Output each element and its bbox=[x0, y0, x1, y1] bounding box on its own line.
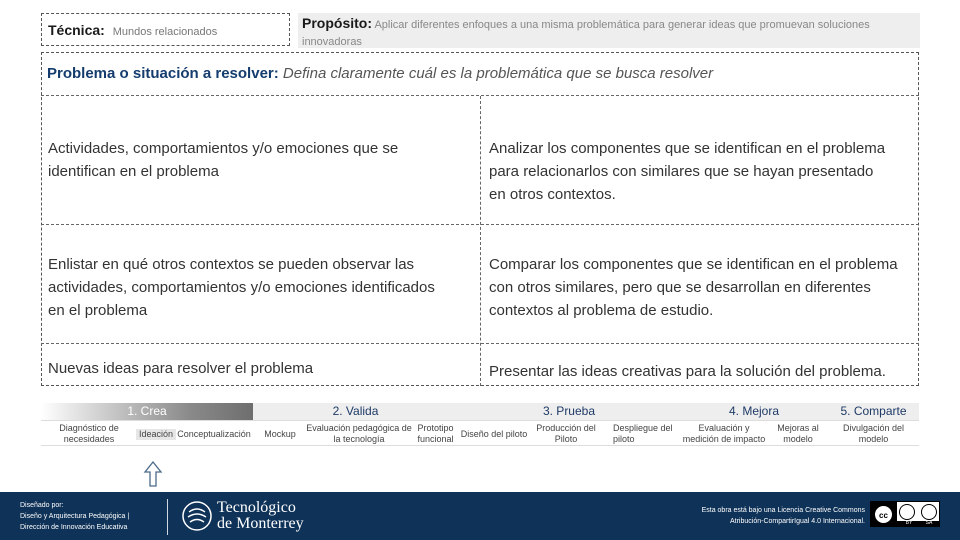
tec-wordmark bbox=[217, 500, 304, 532]
row2-right-cell: Comparar los componentes que se identifican en el problema con otros similares, pero que se desarrollan en diferentes contextos al problema de estudio. bbox=[489, 256, 898, 319]
substep-evaluacion-impacto: Evaluación y medición de impacto bbox=[682, 423, 766, 444]
step-valida: 2. Valida bbox=[253, 403, 458, 420]
design-credit-line: Dirección de Innovación Educativa bbox=[20, 524, 128, 531]
tecnica-label: Técnica: bbox=[48, 22, 105, 38]
substep-evaluacion-pedagogica: Evaluación pedagógica de la tecnología bbox=[306, 423, 412, 444]
substep-diseno-piloto: Diseño del piloto bbox=[460, 429, 528, 439]
step-mejora: 4. Mejora bbox=[680, 403, 828, 420]
design-credit-line: Diseñado por: bbox=[20, 502, 64, 509]
substep-despliegue: Despliegue del piloto bbox=[613, 423, 673, 444]
row2-left-cell[interactable]: Enlistar en qué otros contextos se pueden observar las actividades, comportamientos y/o emociones identificados en el problema bbox=[48, 256, 435, 319]
proposito-value[interactable]: Aplicar diferentes enfoques a una misma problemática para generar ideas que promuevan soluciones innovadoras bbox=[302, 19, 870, 48]
step-prueba: 3. Prueba bbox=[458, 403, 680, 420]
creative-commons-icon[interactable] bbox=[870, 501, 940, 527]
problema-value[interactable]: Defina claramente cuál es la problemática que se busca resolver bbox=[282, 65, 714, 82]
by-label: BY bbox=[905, 520, 913, 526]
tec-wordmark-line: de Monterrey bbox=[217, 515, 304, 532]
substep-mejoras: Mejoras al modelo bbox=[777, 423, 819, 444]
license-line: Esta obra está bajo una Licencia Creative Commons bbox=[701, 507, 865, 514]
row1-right-cell: Analizar los componentes que se identifican en el problema para relacionarlos con similares que se hayan presentado en otros contextos. bbox=[489, 140, 886, 203]
substep-divulgacion: Divulgación del modelo bbox=[842, 423, 905, 444]
proposito-label: Propósito: bbox=[302, 15, 372, 31]
design-credit bbox=[20, 500, 129, 533]
sa-share-icon bbox=[921, 504, 937, 520]
cursor-up-arrow-icon bbox=[143, 460, 163, 488]
substep-ideacion: Ideación bbox=[136, 429, 176, 440]
license-line: Atribución-CompartirIgual 4.0 Internacional. bbox=[729, 518, 865, 525]
sa-label: SA bbox=[925, 520, 933, 526]
substep-produccion-piloto: Producción del Piloto bbox=[536, 423, 596, 444]
tec-logo-icon bbox=[182, 500, 212, 532]
substep-diagnostico: Diagnóstico de necesidades bbox=[59, 423, 119, 444]
problema-label: Problema o situación a resolver: bbox=[47, 65, 279, 82]
tec-wordmark-line: Tecnológico bbox=[217, 499, 296, 516]
design-credit-line: Diseño y Arquitectura Pedagógica | bbox=[20, 513, 130, 520]
step-comparte: 5. Comparte bbox=[828, 403, 919, 420]
row-divider bbox=[41, 224, 919, 225]
step-crea: 1. Crea bbox=[41, 403, 253, 420]
problema-row bbox=[41, 52, 919, 96]
row3-right-cell: Presentar las ideas creativas para la solución del problema. bbox=[489, 363, 886, 380]
substep-prototipo: Prototipo funcional bbox=[417, 423, 454, 444]
cc-icon: cc bbox=[874, 505, 893, 524]
by-person-icon bbox=[899, 504, 915, 520]
license-text bbox=[660, 505, 865, 527]
tecnica-value[interactable]: Mundos relacionados bbox=[112, 26, 218, 38]
row-divider bbox=[41, 343, 919, 344]
proposito-box bbox=[298, 13, 920, 48]
row1-left-cell[interactable]: Actividades, comportamientos y/o emociones que se identifican en el problema bbox=[48, 140, 399, 180]
footer-divider bbox=[167, 499, 168, 535]
tecnica-box bbox=[41, 13, 290, 46]
substep-conceptualizacion: Conceptualización bbox=[177, 429, 251, 439]
row3-left-cell[interactable]: Nuevas ideas para resolver el problema bbox=[48, 360, 314, 377]
substep-mockup: Mockup bbox=[264, 429, 296, 439]
